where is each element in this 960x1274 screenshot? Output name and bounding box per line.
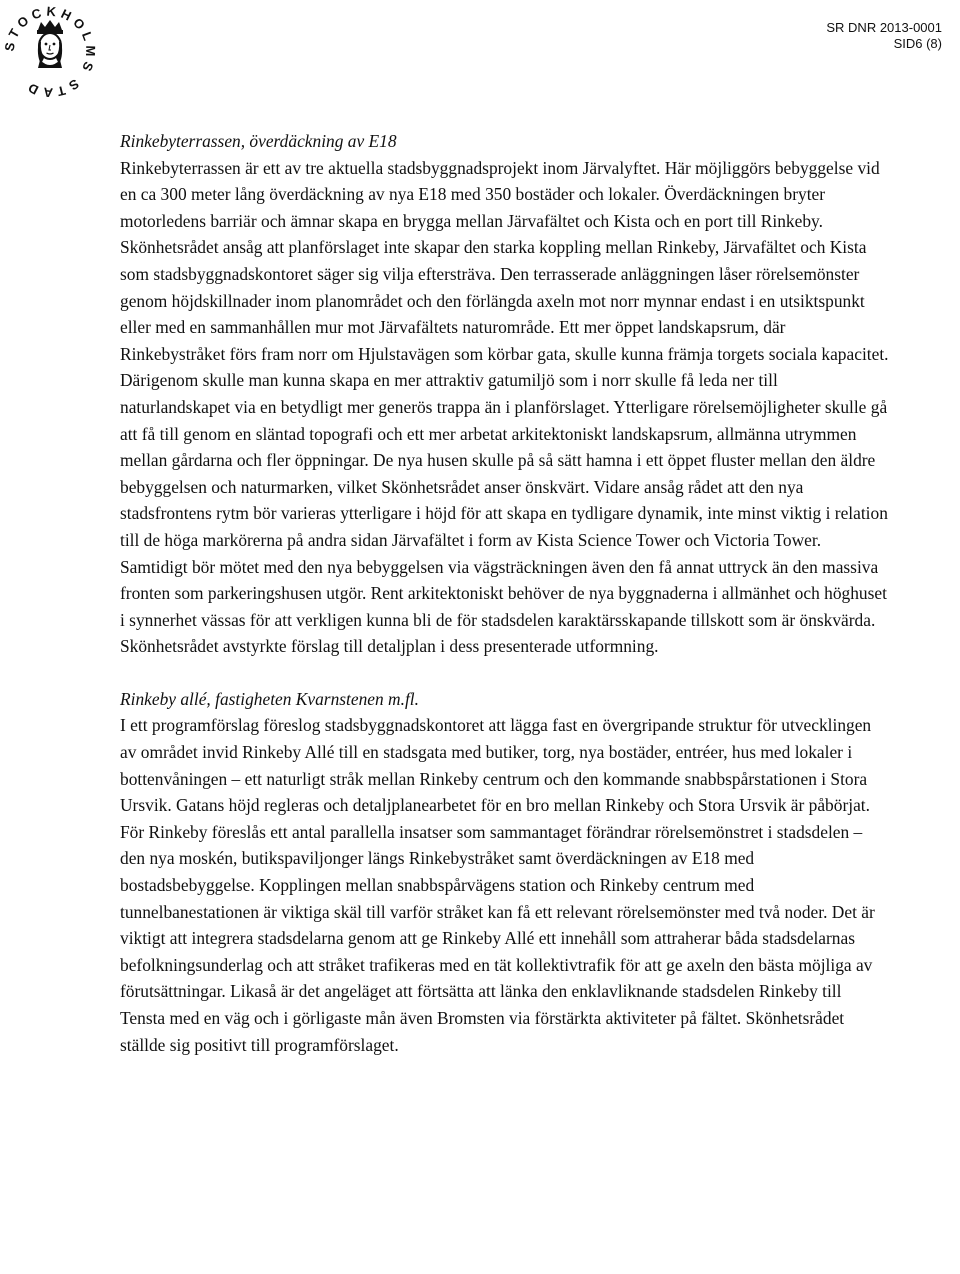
- section-paragraph: Rinkebyterrassen är ett av tre aktuella stadsbyggnadsprojekt inom Järvalyftet. Här möjliggörs bebyggelse vid en ca 300 meter lång överdäckning av nya E18 med 350 bostäder och lokaler. Överdäckningen bryter motorledens barriär och ämnar skapa en brygga mellan Järvafältet och Kista och en port till Rinkeby. Skönhetsrådet ansåg att planförslaget inte skapar den starka koppling mellan Rinkeby, Järvafältet och Kista som stadsbyggnadskontoret säger sig vilja eftersträva. Den terrasserade anläggningen låser rörelsemönster genom höjdskillnader inom planområdet och den förlängda axeln mot norr mynnar endast i en utsiktspunkt eller med en sammanhållen mur mot Järvafältets naturområde. Ett mer öppet landskapsrum, där Rinkebystråket förs fram norr om Hjulstavägen som körbar gata, skulle kunna främja torgets sociala kapacitet. Därigenom skulle man kunna skapa en mer attraktiv gatumiljö som i norr skulle få leda ner till naturlandskapet via en betydligt mer generös trappa än i planförslaget. Ytterligare rörelsemöjligheter skulle gå att få till genom en släntad topografi och ett mer arbetat arkitektoniskt landskapsrum, allmänna utrymmen mellan gårdarna och fler öppningar. De nya husen skulle på så sätt hamna i ett öppet fluster mellan den äldre bebyggelsen och naturmarken, vilket Skönhetsrådet anser önskvärt. Vidare ansåg rådet att den nya stadsfrontens rytm bör varieras ytterligare i höjd för att skapa en tydligare dynamik, inte minst viktig i relation till de höga markörerna på andra sidan Järvafältet i form av Kista Science Tower och Victoria Tower. Samtidigt bör mötet med den nya bebyggelsen via vägsträckningen även den få annat uttryck än den massiva fronten som parkeringshusen utgör. Rent arkitektoniskt behöver de nya byggnaderna i allmänhet och höghuset i synnerhet vässas för att verkligen kunna bli de för stadsdelen karaktärsskapande tillskott som är önskvärda. Skönhetsrådet avstyrkte förslag till detaljplan i dess presenterade utformning.: [120, 157, 889, 657]
- logo-text: STOCKHOLMS STAD: [1, 3, 99, 100]
- reference-number: SR DNR 2013-0001: [826, 20, 942, 35]
- section-title: Rinkebyterrassen, överdäckning av E18: [120, 131, 397, 151]
- section-title: Rinkeby allé, fastigheten Kvarnstenen m.fl.: [120, 688, 419, 709]
- stockholm-logo: [0, 0, 100, 100]
- section-paragraph: I ett programförslag föreslog stadsbyggnadskontoret att lägga fast en övergripande struktur för utvecklingen av området invid Rinkeby Allé till en stadsgata med butiker, torg, nya bostäder, entréer, hus med lokaler i bottenvåningen – ett naturligt stråk mellan Rinkeby centrum och den kommande snabbspårstationen i Stora Ursvik. Gatans höjd regleras och detaljplanearbetet för en bro mellan Rinkeby och Stora Ursvik är påbörjat. För Rinkeby föreslås ett antal parallella insatser som sammantaget förändrar rörelsemönstret i stadsdelen – den nya moskén, butikspaviljonger längs Rinkebystråket samt överdäckningen av E18 med bostadsbebyggelse. Kopplingen mellan snabbspårvägens station och Rinkeby centrum med tunnelbanestationen är viktiga skäl till varför stråket kan få ett relevant rörelsemönster med två noder. Det är viktigt att integrera stadsdelarna genom att ge Rinkeby Allé ett innehåll som attraherar båda stadsdelarnas befolkningsunderlag och att stråket trafikeras med en tät kollektivtrafik för att ge axeln den bästa möjliga av förutsättningar. Likaså är det angeläget att förtsätta att länka den enklavliknande stadsdelen Rinkeby till Tensta med en väg och i görligaste mån även Bromsten via förstärkta aktiviteter på fältet. Skönhetsrådet ställde sig positivt till programförslaget.: [120, 715, 875, 1055]
- document-reference: [826, 20, 942, 52]
- section-rinkebyterrassen: [120, 128, 890, 660]
- crowned-head-icon: [37, 20, 63, 68]
- section-rinkeby-alle: [120, 686, 890, 1058]
- document-body: [120, 128, 890, 1084]
- page-number: SID6 (8): [893, 36, 942, 51]
- stockholm-crest-icon: [0, 0, 100, 100]
